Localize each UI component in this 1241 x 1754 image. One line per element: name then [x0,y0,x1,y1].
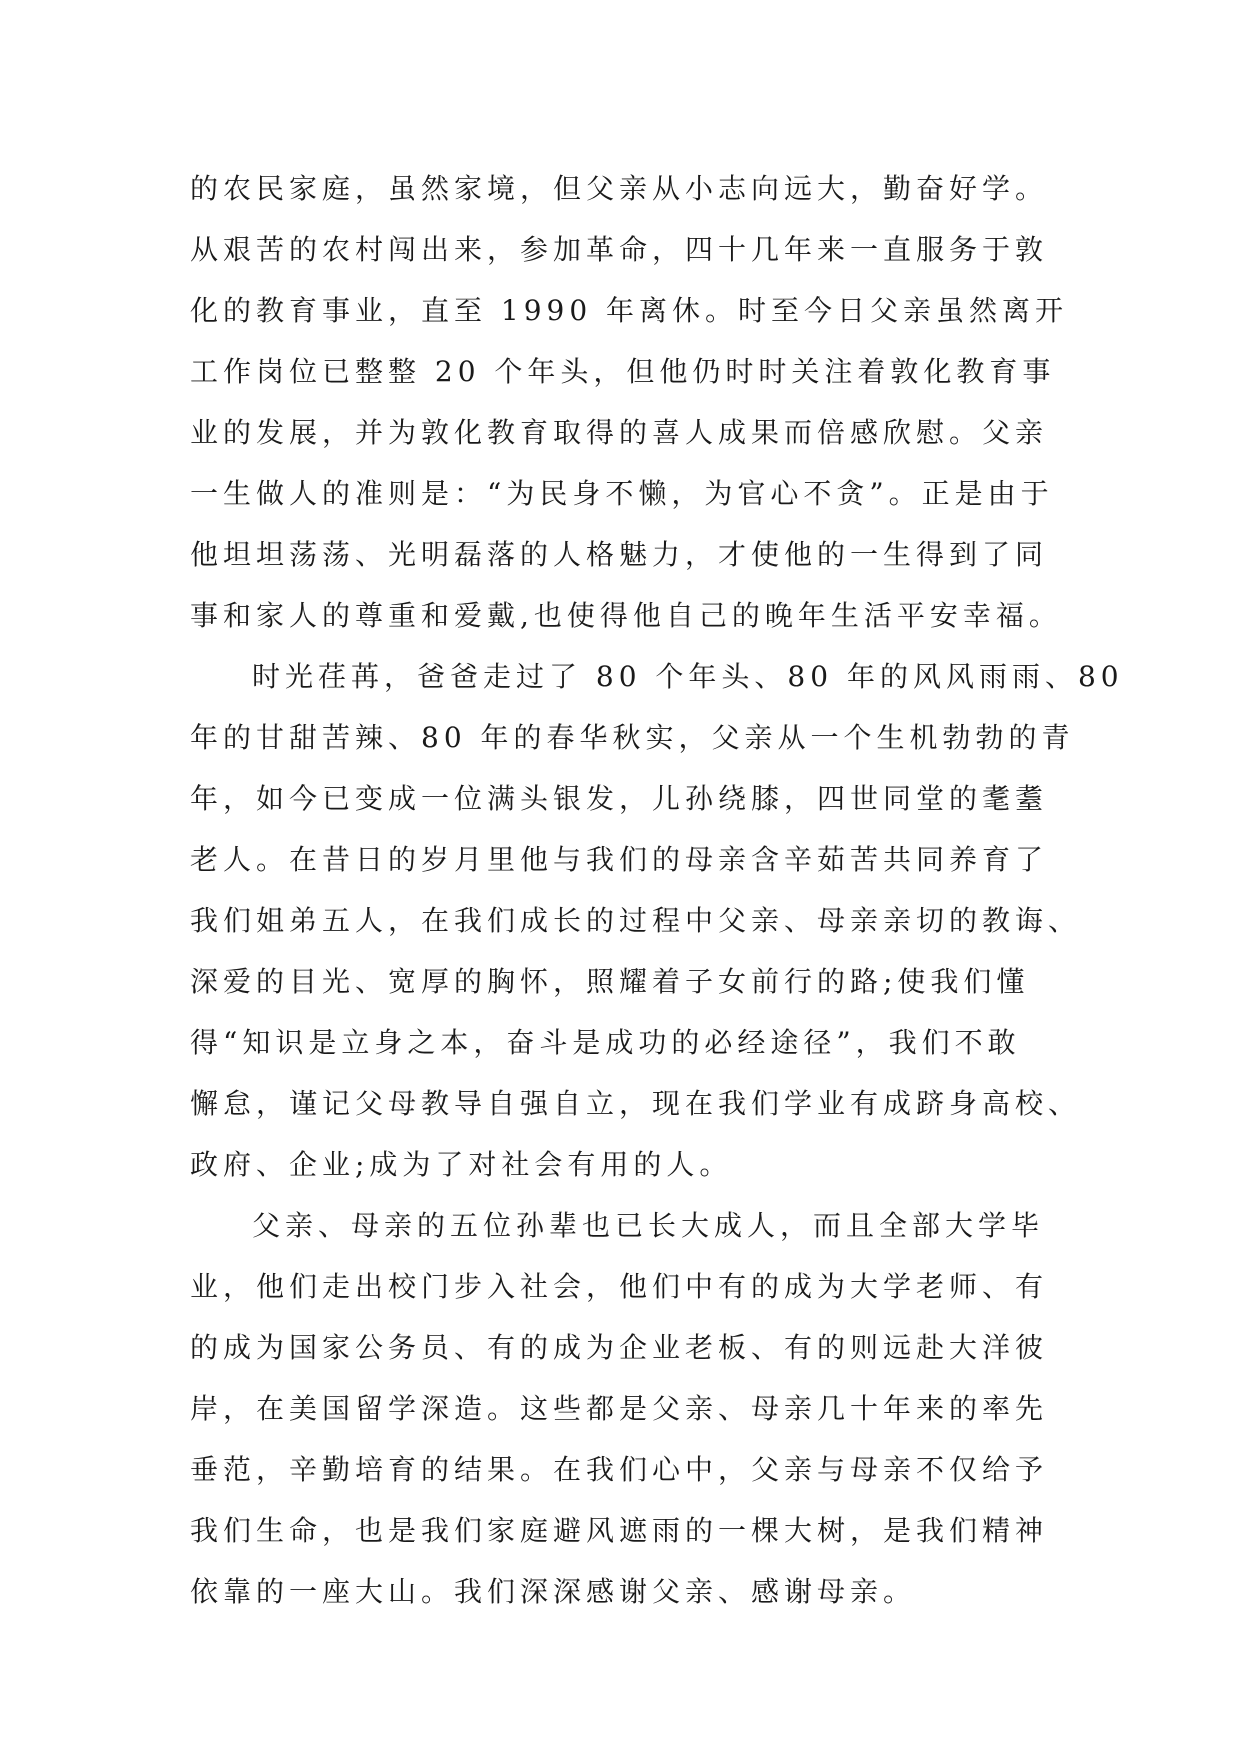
text-line: 从艰苦的农村闯出来，参加革命，四十几年来一直服务于敦 [190,233,1049,266]
text-line: 我们姐弟五人，在我们成长的过程中父亲、母亲亲切的教诲、 [190,904,1082,937]
text-line-first: 父亲、母亲的五位孙辈也已长大成人，而且全部大学毕 [252,1209,1045,1242]
body-text [190,158,1124,1622]
text-line: 年的甘甜苦辣、80 年的春华秋实，父亲从一个生机勃勃的青 [190,721,1075,754]
text-line: 懈怠，谨记父母教导自强自立，现在我们学业有成跻身高校、 [190,1087,1082,1120]
text-line: 业的发展，并为敦化教育取得的喜人成果而倍感欣慰。父亲 [190,416,1049,449]
text-line: 一生做人的准则是：“为民身不懒，为官心不贪”。正是由于 [190,477,1054,510]
text-line: 他坦坦荡荡、光明磊落的人格魅力，才使他的一生得到了同 [190,538,1049,571]
text-line: 得“知识是立身之本，奋斗是成功的必经途径”，我们不敢 [190,1026,1021,1059]
text-line: 垂范，辛勤培育的结果。在我们心中，父亲与母亲不仅给予 [190,1453,1049,1486]
text-line: 岸，在美国留学深造。这些都是父亲、母亲几十年来的率先 [190,1392,1049,1425]
text-line: 的成为国家公务员、有的成为企业老板、有的则远赴大洋彼 [190,1331,1049,1364]
paragraph-3 [190,1195,1070,1622]
text-line-first: 时光荏苒，爸爸走过了 80 个年头、80 年的风风雨雨、80 [252,660,1124,693]
text-line: 化的教育事业，直至 1990 年离休。时至今日父亲虽然离开 [190,294,1069,327]
text-line: 政府、企业;成为了对社会有用的人。 [190,1148,733,1181]
text-line: 我们生命，也是我们家庭避风遮雨的一棵大树，是我们精神 [190,1514,1049,1547]
text-line: 业，他们走出校门步入社会，他们中有的成为大学老师、有 [190,1270,1049,1303]
text-line: 的农民家庭，虽然家境，但父亲从小志向远大，勤奋好学。 [190,172,1049,205]
text-line: 年，如今已变成一位满头银发，儿孙绕膝，四世同堂的耄耋 [190,782,1049,815]
paragraph-2 [190,646,1124,1195]
text-line: 依靠的一座大山。我们深深感谢父亲、感谢母亲。 [190,1575,917,1608]
paragraph-1 [190,158,1070,646]
text-line: 事和家人的尊重和爱戴,也使得他自己的晚年生活平安幸福。 [190,599,1062,632]
text-line: 工作岗位已整整 20 个年头，但他仍时时关注着敦化教育事 [190,355,1056,388]
text-line: 老人。在昔日的岁月里他与我们的母亲含辛茹苦共同养育了 [190,843,1049,876]
text-line: 深爱的目光、宽厚的胸怀，照耀着子女前行的路;使我们懂 [190,965,1030,998]
